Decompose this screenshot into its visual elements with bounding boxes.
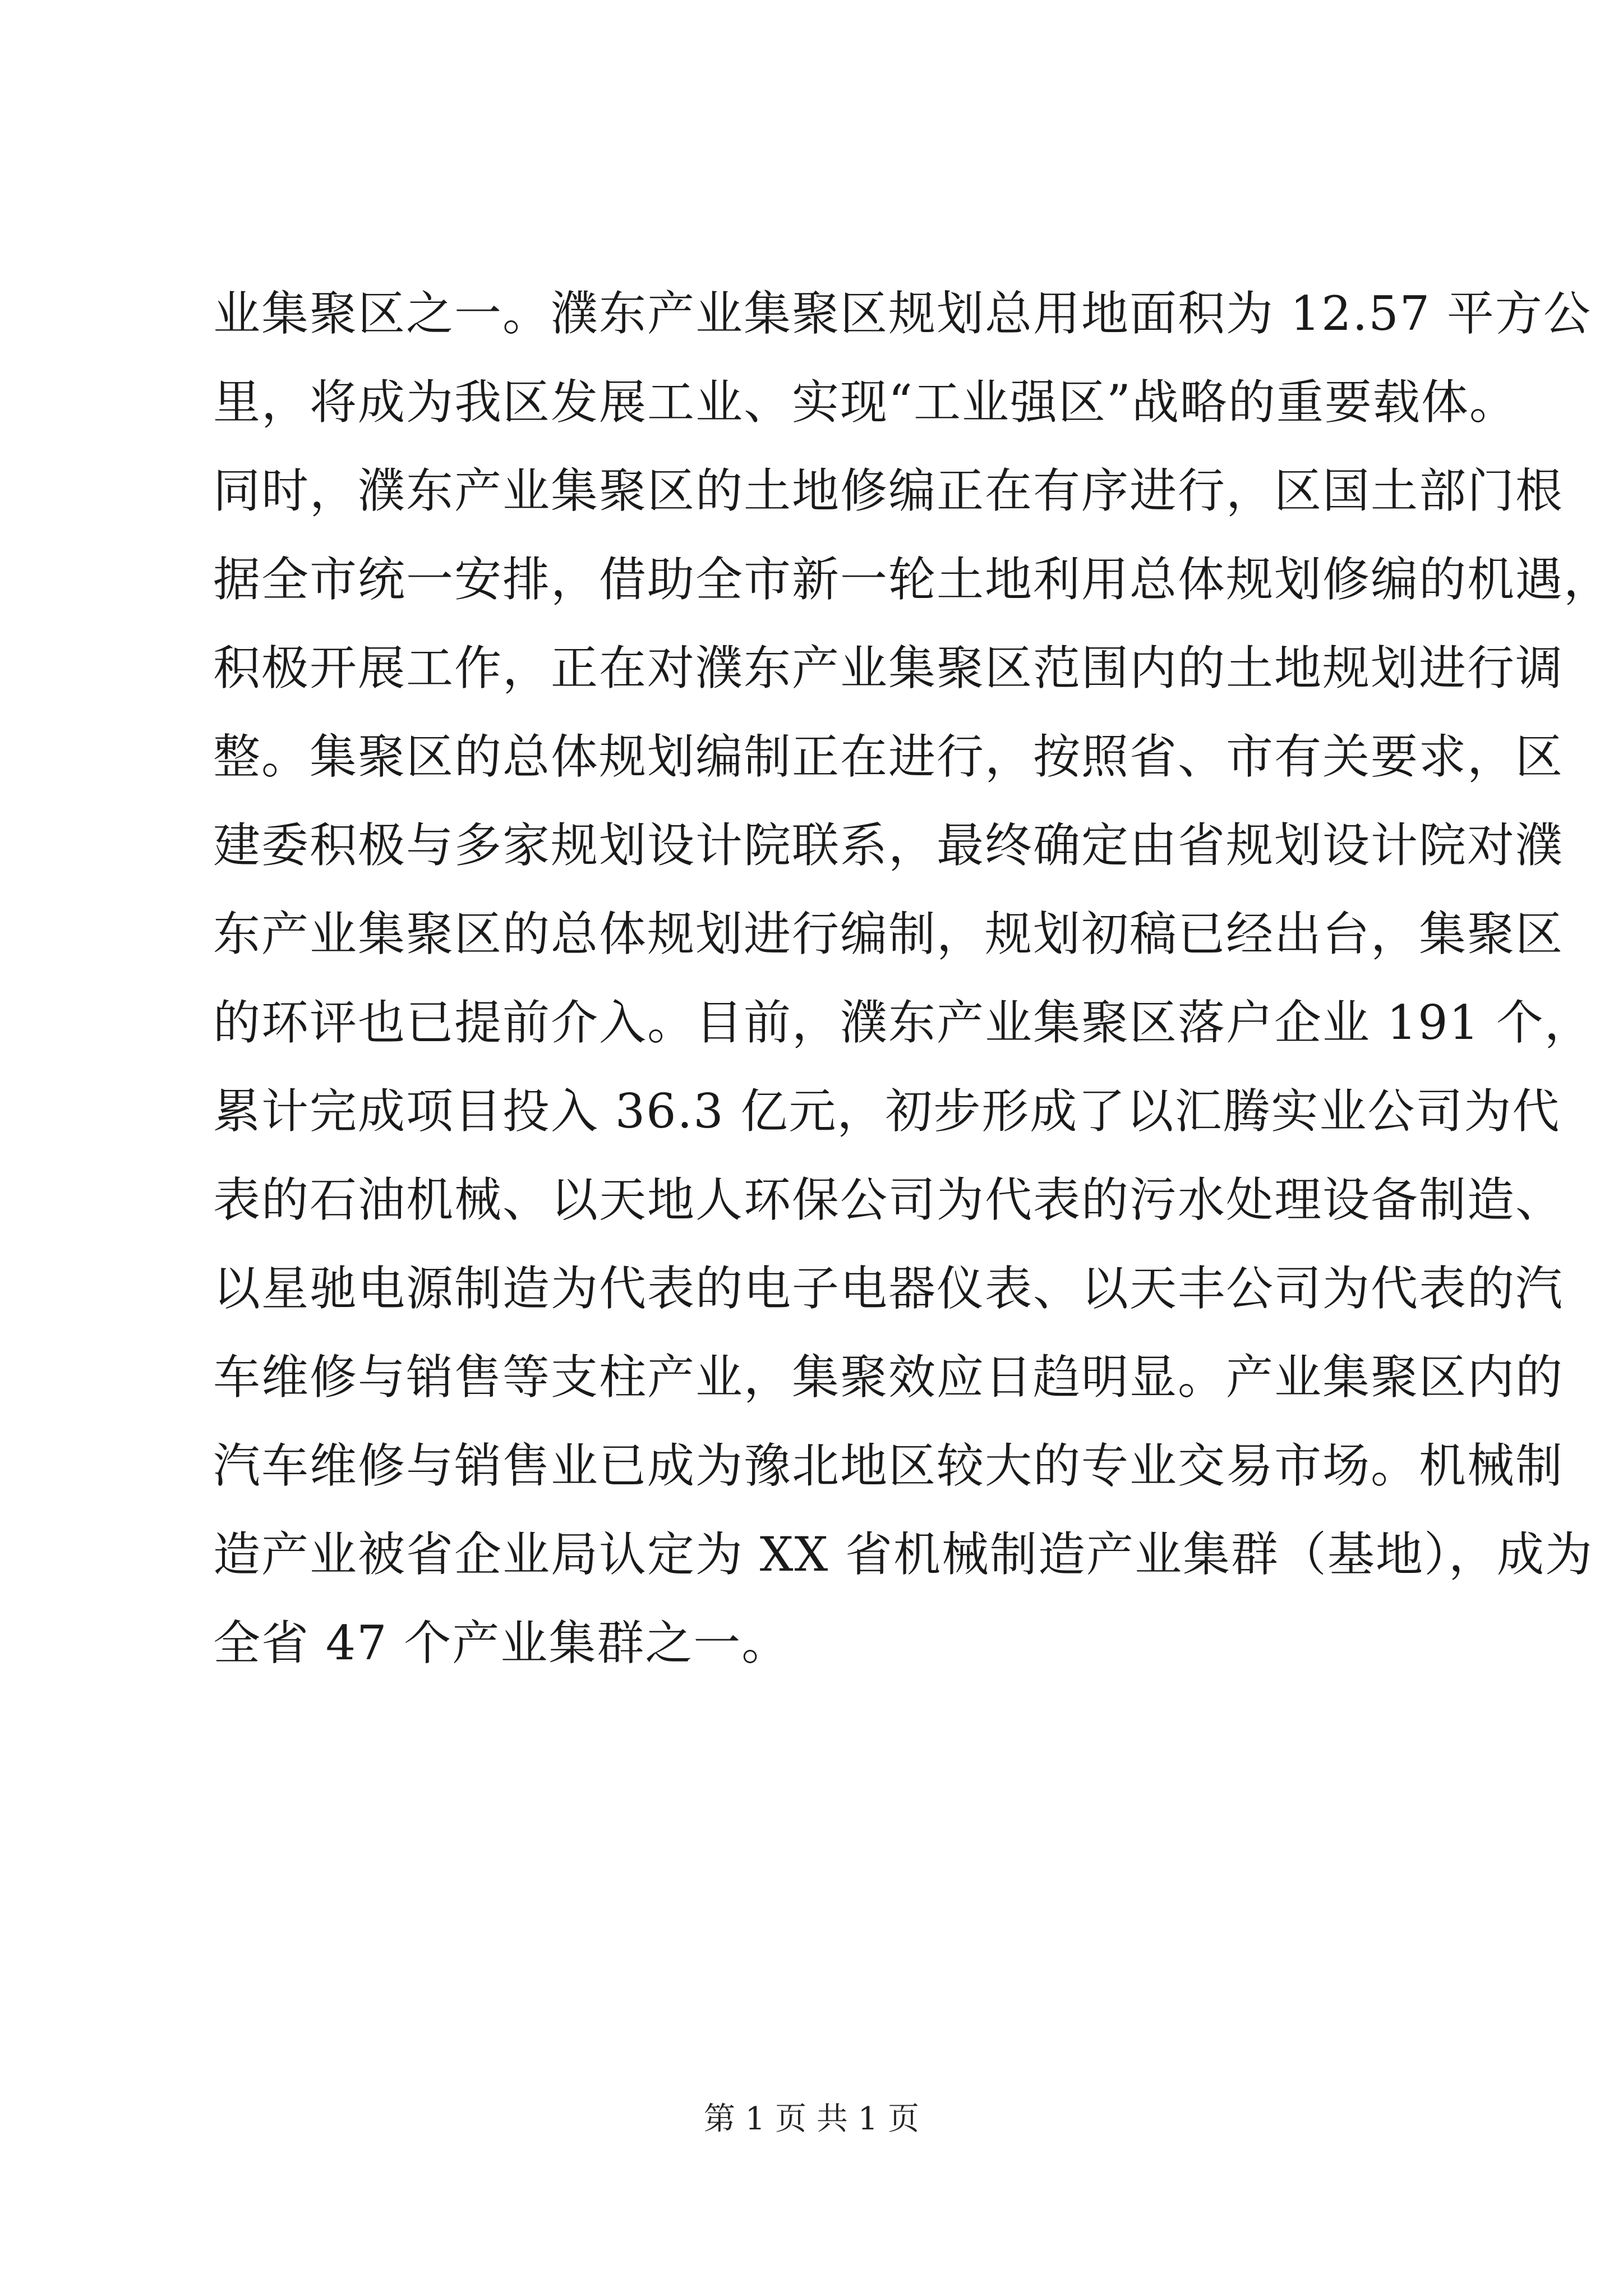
text-line: 积极开展工作，正在对濮东产业集聚区范围内的土地规划进行调: [213, 641, 1564, 696]
text-line: 表的石油机械、以天地人环保公司为代表的污水处理设备制造、: [213, 1172, 1564, 1227]
text-line: 累计完成项目投入 36.3 亿元，初步形成了以汇腾实业公司为代: [213, 1084, 1561, 1139]
text-line: 全省 47 个产业集群之一。: [213, 1616, 790, 1671]
text-line: 业集聚区之一。濮东产业集聚区规划总用地面积为 12.57 平方公: [213, 286, 1592, 341]
page-footer: [0, 2097, 1623, 2142]
text-line: 整。集聚区的总体规划编制正在进行，按照省、市有关要求，区: [213, 729, 1564, 784]
text-line: 东产业集聚区的总体规划进行编制，规划初稿已经出台，集聚区: [213, 907, 1564, 961]
body-paragraph: [213, 269, 1612, 1687]
text-line: 建委积极与多家规划设计院联系，最终确定由省规划设计院对濮: [213, 818, 1564, 873]
text-line: 汽车维修与销售业已成为豫北地区较大的专业交易市场。机械制: [213, 1438, 1564, 1493]
text-line: 据全市统一安排，借助全市新一轮土地利用总体规划修编的机遇，: [213, 552, 1612, 607]
text-line: 里，将成为我区发展工业、实现“工业强区”战略的重要载体。: [213, 375, 1518, 430]
page-number-label: 第 1 页 共 1 页: [703, 2101, 920, 2137]
text-line: 同时，濮东产业集聚区的土地修编正在有序进行，区国土部门根: [213, 463, 1564, 518]
text-line: 的环评也已提前介入。目前，濮东产业集聚区落户企业 191 个，: [213, 995, 1593, 1050]
text-line: 车维修与销售等支柱产业，集聚效应日趋明显。产业集聚区内的: [213, 1350, 1564, 1405]
text-line: 以星驰电源制造为代表的电子电器仪表、以天丰公司为代表的汽: [213, 1261, 1564, 1316]
text-line: 造产业被省企业局认定为 XX 省机械制造产业集群（基地），成为: [213, 1527, 1594, 1582]
